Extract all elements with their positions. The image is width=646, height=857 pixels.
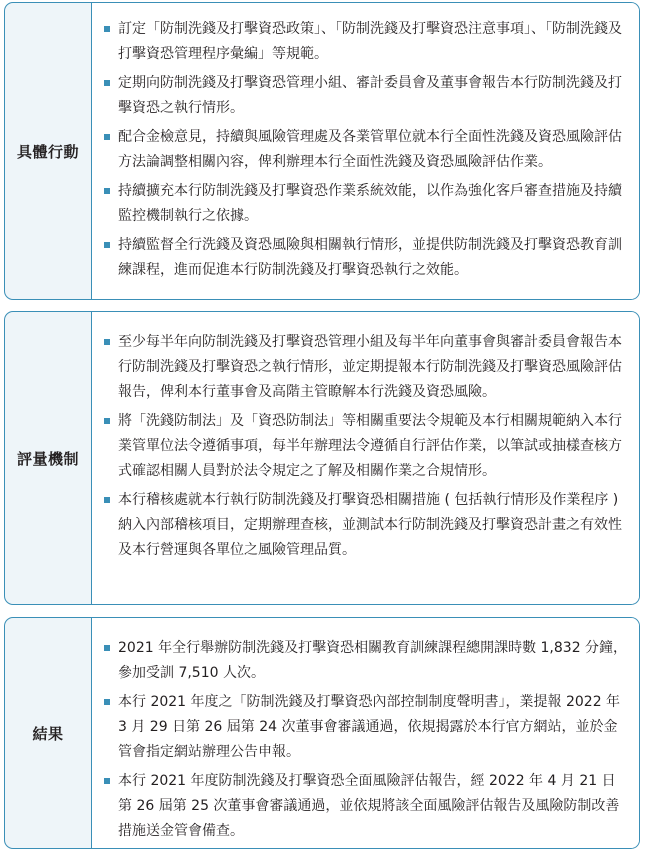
item-text: 本行 2021 年度防制洗錢及打擊資恐全面風險評估報告，經 2022 年 4 月 21 日第 26 屆第 25 次董事會審議通過，並依規將該全面風險評估報告及風險防制改善措施送金管會備查。: [118, 773, 620, 839]
square-bullet-icon: [104, 188, 110, 194]
section-label: 評量機制: [16, 449, 79, 468]
section-label: 結果: [32, 724, 64, 743]
section-evaluation-mechanism: [4, 311, 640, 605]
list-item: [104, 179, 629, 229]
section-content: [91, 618, 639, 848]
list-item: [104, 636, 629, 686]
square-bullet-icon: [104, 699, 110, 705]
section-label-cell: [5, 312, 91, 604]
list-item: [104, 125, 629, 175]
section-label-cell: [5, 3, 91, 299]
section-label: 具體行動: [16, 142, 79, 161]
item-text: 配合金檢意見，持續與風險管理處及各業管單位就本行全面性洗錢及資恐風險評估方法論調整相關內容，俾利辦理本行全面性洗錢及資恐風險評估作業。: [118, 129, 622, 170]
item-text: 本行稽核處就本行執行防制洗錢及打擊資恐相關措施 ( 包括執行情形及作業程序 ) 納入內部稽核項目，定期辦理查核，並測試本行防制洗錢及打擊資恐計畫之有效性及本行營運與各單位之風險管理品質。: [118, 492, 622, 558]
section-concrete-actions: [4, 2, 640, 300]
list-item: [104, 769, 629, 844]
square-bullet-icon: [104, 497, 110, 503]
item-text: 至少每半年向防制洗錢及打擊資恐管理小組及每半年向董事會與審計委員會報告本行防制洗錢及打擊資恐之執行情形，並定期提報本行防制洗錢及打擊資恐風險評估報告，俾利本行董事會及高階主管瞭解本行洗錢及資恐風險。: [118, 334, 622, 400]
section-content: [91, 312, 639, 604]
list-item: [104, 488, 629, 563]
list-item: [104, 17, 629, 67]
item-text: 持續監督全行洗錢及資恐風險與相關執行情形，並提供防制洗錢及打擊資恐教育訓練課程，進而促進本行防制洗錢及打擊資恐執行之效能。: [118, 237, 622, 278]
list-item: [104, 690, 629, 765]
item-list: [104, 17, 629, 283]
list-item: [104, 71, 629, 121]
item-text: 本行 2021 年度之「防制洗錢及打擊資恐內部控制制度聲明書」，業提報 2022 年 3 月 29 日第 26 屆第 24 次董事會審議通過，依規揭露於本行官方網站，並於金管會指定網站辦理公告申報。: [118, 694, 621, 760]
item-list: [104, 636, 629, 844]
item-text: 訂定「防制洗錢及打擊資恐政策」、「防制洗錢及打擊資恐注意事項」、「防制洗錢及打擊資恐管理程序彙編」等規範。: [118, 21, 622, 62]
item-text: 2021 年全行舉辦防制洗錢及打擊資恐相關教育訓練課程總開課時數 1,832 分鐘，參加受訓 7,510 人次。: [118, 640, 628, 681]
square-bullet-icon: [104, 645, 110, 651]
section-content: [91, 3, 639, 299]
item-text: 持續擴充本行防制洗錢及打擊資恐作業系統效能，以作為強化客戶審查措施及持續監控機制執行之依據。: [118, 183, 622, 224]
square-bullet-icon: [104, 242, 110, 248]
square-bullet-icon: [104, 778, 110, 784]
square-bullet-icon: [104, 134, 110, 140]
list-item: [104, 409, 629, 484]
square-bullet-icon: [104, 80, 110, 86]
square-bullet-icon: [104, 339, 110, 345]
square-bullet-icon: [104, 418, 110, 424]
item-text: 定期向防制洗錢及打擊資恐管理小組、審計委員會及董事會報告本行防制洗錢及打擊資恐之執行情形。: [118, 75, 622, 116]
item-text: 將「洗錢防制法」及「資恐防制法」等相關重要法令規範及本行相關規範納入本行業管單位法令遵循事項，每半年辦理法令遵循自行評估作業，以筆試或抽樣查核方式確認相關人員對於法令規定之了解及相關作業之合規情形。: [118, 413, 622, 479]
item-list: [104, 330, 629, 563]
section-results: [4, 617, 640, 849]
list-item: [104, 233, 629, 283]
square-bullet-icon: [104, 26, 110, 32]
list-item: [104, 330, 629, 405]
section-label-cell: [5, 618, 91, 848]
